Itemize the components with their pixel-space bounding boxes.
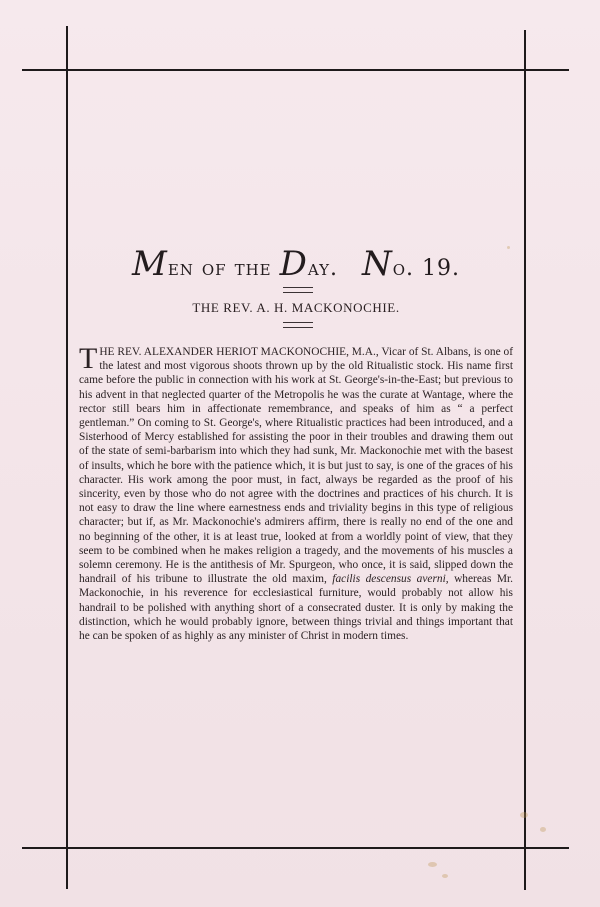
article-body: [79, 342, 514, 643]
article-subject: THE REV. A. H. MACKONOCHIE.: [192, 300, 400, 315]
ornament-rule-lower: [283, 322, 313, 328]
foxing-spot: [540, 827, 546, 832]
series-title-text: ay.: [307, 256, 338, 281]
left-border-rule: [66, 26, 68, 889]
foxing-spot: [428, 862, 437, 867]
ornament-rule-upper: [283, 287, 313, 293]
top-border-rule: [22, 69, 569, 71]
series-title-initial: N: [361, 244, 393, 284]
article-text-part2: whereas Mr. Mackonochie, in his reverence for ecclesiastical furniture, would probably not allow his handrail to be polished with anything short of a consecrated duster. It is only by making the distinction, which he would probably ignore, between things trivial and things important that he can be spoken of as highly as any minister of Christ in modern times.: [79, 573, 514, 643]
article-text-part1: HE REV. ALEXANDER HERIOT MACKONOCHIE, M.A., Vicar of St. Albans, is one of the latest and most vigorous shoots thrown up by the old Ritualistic stock. His name first came before the public in connection with his work at St. George's-in-the-East; but previous to his advent in that neglected quarter of the Metropolis he was the curate at Wantage, where the rector still bears him in affectionate remembrance, and speaks of him as “ a perfect gentleman.” On coming to St. George's, where Ritualistic practices had been introduced, and a Sisterhood of Mercy established for assisting the poor in their troubles and drawing them out of the state of semi-barbarism into which they had sunk, Mr. Mackonochie met with the basest of insults, which he bore with the patience which, it is but just to say, is one of the graces of his character. His work among the poor must, in fact, always be regarded as the proof of his sincerity, even by those who do not agree with the doctrines and practices of his church. It is not easy to draw the line where earnestness ends and triviality begins in this type of religious character; but if, as Mr. Mackonochie's admirers affirm, there is really no end of the one and no beginning of the other, it is at least true, looked at from a worldly point of view, that they seem to be combined when he makes religion a tragedy, and the movements of his muscles a solemn ceremony. He is the antithesis of Mr. Spurgeon, who once, it is said, slipped down the handrail of his tribune to illustrate the old maxim,: [79, 346, 513, 586]
bottom-border-rule: [22, 847, 569, 849]
foxing-spot: [520, 812, 528, 818]
foxing-spot: [442, 874, 448, 878]
latin-quote: facilis descensus averni,: [332, 573, 449, 586]
series-title-initial: D: [279, 244, 308, 284]
series-title-initial: M: [131, 244, 168, 284]
right-border-rule: [524, 30, 526, 890]
series-number: o. 19.: [392, 256, 461, 281]
series-title: [68, 244, 524, 284]
series-title-text: en of the: [167, 256, 280, 281]
drop-cap: T: [79, 342, 98, 375]
